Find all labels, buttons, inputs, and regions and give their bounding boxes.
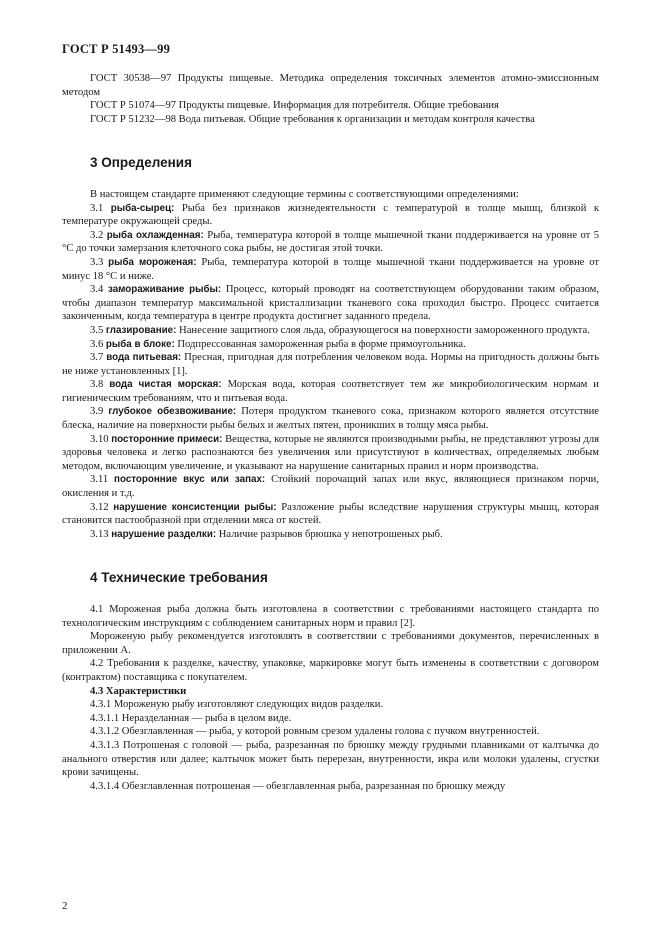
definition-3-3 bbox=[62, 256, 599, 283]
definition-text: Пресная, пригодная для потребления человеком вода. Нормы на пригодность должны быть не ниже установленных [1]. bbox=[62, 352, 600, 377]
definition-term: рыба охлажденная: bbox=[106, 229, 204, 241]
definition-number: 3.8 bbox=[90, 379, 104, 391]
definition-3-5 bbox=[62, 324, 599, 338]
definition-3-8 bbox=[62, 378, 599, 405]
section-3-heading: 3 Определения bbox=[90, 155, 192, 171]
definition-3-12 bbox=[62, 501, 599, 528]
definition-term: глазирование: bbox=[105, 324, 177, 336]
definition-number: 3.2 bbox=[90, 229, 104, 241]
definition-number: 3.12 bbox=[90, 501, 109, 513]
definition-3-4 bbox=[62, 283, 599, 324]
definition-text: Морская вода, которая соответствует тем же микробиологическим нормам и гигиеническим требованиям, что и питьевая вода. bbox=[62, 379, 599, 404]
definition-term: вода чистая морская: bbox=[109, 379, 222, 391]
definition-text: Рыба, температура которой в толще мышечной ткани поддерживается на уровне от 5 °С до точки замерзания клеточного сока рыбы, не достигая этой точки. bbox=[62, 229, 599, 255]
definition-term: рыба мороженая: bbox=[108, 256, 197, 268]
definition-number: 3.11 bbox=[90, 474, 109, 486]
section-3-intro: В настоящем стандарте применяют следующие термины с соответствующими определениями: bbox=[90, 188, 519, 200]
definition-number: 3.3 bbox=[90, 256, 104, 268]
definition-3-1 bbox=[62, 202, 599, 229]
paragraph-4-1-note: Мороженую рыбу рекомендуется изготовлять в соответствии с требованиями документов, перечисленных в приложении А. bbox=[62, 631, 599, 656]
definition-term: нарушение разделки: bbox=[111, 528, 217, 540]
definition-term: посторонние вкус или запах: bbox=[114, 474, 266, 486]
definition-term: рыба-сырец: bbox=[110, 202, 175, 214]
reference-gost-51074: ГОСТ Р 51074—97 Продукты пищевые. Информация для потребителя. Общие требования bbox=[90, 100, 499, 112]
definitions-list bbox=[62, 202, 599, 542]
definition-text: Подпрессованная замороженная рыба в форме прямоугольника. bbox=[177, 338, 466, 350]
paragraph-4-3-1-3: 4.3.1.3 Потрошеная с головой — рыба, разрезанная по брюшку между грудными плавниками от калтычка до анального отверстия или далее; калтычок может быть перерезан, внутренности, икра или молоки удалены, сгустки крови зачищены. bbox=[62, 739, 599, 779]
definition-3-2 bbox=[62, 229, 599, 256]
definition-term: замораживание рыбы: bbox=[107, 284, 222, 296]
definition-number: 3.6 bbox=[90, 338, 104, 350]
definition-text: Рыба, температура которой в толще мышечной ткани поддерживается на уровне от минус 18 °С и ниже. bbox=[62, 256, 600, 282]
definition-term: глубокое обезвоживание: bbox=[108, 406, 237, 418]
definition-3-6 bbox=[62, 338, 599, 352]
paragraph-4-3-1-4: 4.3.1.4 Обезглавленная потрошеная — обезглавленная рыба, разрезанная по брюшку между bbox=[90, 780, 506, 792]
paragraph-4-3-1-1: 4.3.1.1 Неразделанная — рыба в целом виде. bbox=[90, 712, 292, 724]
definition-term: нарушение консистенции рыбы: bbox=[113, 501, 277, 513]
definition-text: Наличие разрывов брюшка у непотрошеных рыб. bbox=[218, 528, 443, 540]
definition-text: Нанесение защитного слоя льда, образующегося на поверхности замороженного продукта. bbox=[179, 324, 590, 336]
paragraph-4-2: 4.2 Требования к разделке, качеству, упаковке, маркировке могут быть изменены в соответствии с договором (контрактом) поставщика с покупателем. bbox=[62, 658, 599, 683]
definition-term: посторонние примеси: bbox=[111, 433, 223, 445]
definition-text: Вещества, которые не являются производными рыбы, не представляют угрозы для здоровья человека и легко распознаются без увеличения или присутствуют в количествах, определяемых любым методом, включающим увеличение, и указывают на нарушение санитарных правил и норм производства. bbox=[62, 433, 599, 472]
definition-number: 3.13 bbox=[90, 528, 109, 540]
definition-number: 3.1 bbox=[90, 202, 104, 214]
paragraph-4-3-1-2: 4.3.1.2 Обезглавленная — рыба, у которой ровным срезом удалены голова с пучком внутренностей. bbox=[90, 726, 540, 738]
definition-number: 3.5 bbox=[90, 324, 104, 336]
definition-term: рыба в блоке: bbox=[105, 338, 175, 350]
section-4-heading: 4 Технические требования bbox=[90, 570, 268, 586]
reference-gost-51232: ГОСТ Р 51232—98 Вода питьевая. Общие требования к организации и методам контроля качества bbox=[90, 113, 535, 125]
definition-text: Потеря продуктом тканевого сока, признаком которого является отсутствие блеска, наличие на поверхности рыбы белых и желтых пятен, проникших в толщу мяса рыбы. bbox=[62, 406, 599, 432]
document-header: ГОСТ Р 51493—99 bbox=[62, 42, 171, 56]
definition-text: Процесс, который проводят на соответствующем оборудовании таким образом, чтобы диапазон температур максимальной кристаллизации тканевого сока проходил быстро. Процесс считается законченным, когда температура в центре продукта достигнет заданного предела. bbox=[62, 284, 599, 323]
reference-gost-30538: ГОСТ 30538—97 Продукты пищевые. Методика определения токсичных элементов атомно-эмиссионным методом bbox=[62, 73, 599, 98]
definition-number: 3.4 bbox=[90, 284, 104, 296]
definition-number: 3.10 bbox=[90, 433, 109, 445]
definition-3-9 bbox=[62, 405, 599, 432]
definition-3-11 bbox=[62, 473, 599, 500]
page-number: 2 bbox=[62, 900, 68, 912]
definition-3-13 bbox=[62, 528, 599, 542]
definition-3-7 bbox=[62, 351, 599, 378]
definition-text: Стойкий порочащий запах или вкус, являющиеся признаком порчи, окисления и т.д. bbox=[62, 474, 600, 500]
definition-term: вода питьевая: bbox=[106, 352, 182, 364]
paragraph-4-3-1: 4.3.1 Мороженую рыбу изготовляют следующих видов разделки. bbox=[90, 699, 384, 711]
document-body bbox=[62, 72, 599, 793]
definition-number: 3.7 bbox=[90, 352, 104, 364]
definition-3-10 bbox=[62, 433, 599, 474]
definition-number: 3.9 bbox=[90, 406, 104, 418]
definition-text: Разложение рыбы вследствие нарушения структуры мышц, которая становится пастообразной при отделении мяса от костей. bbox=[62, 501, 599, 527]
subsection-4-3-heading: 4.3 Характеристики bbox=[90, 685, 187, 697]
paragraph-4-1: 4.1 Мороженая рыба должна быть изготовлена в соответствии с требованиями настоящего стандарта по технологическим инструкциям с соблюдением санитарных норм и правил [2]. bbox=[62, 604, 599, 629]
definition-text: Рыба без признаков жизнедеятельности с температурой в толще мышц, близкой к температуре окружающей среды. bbox=[62, 202, 599, 228]
